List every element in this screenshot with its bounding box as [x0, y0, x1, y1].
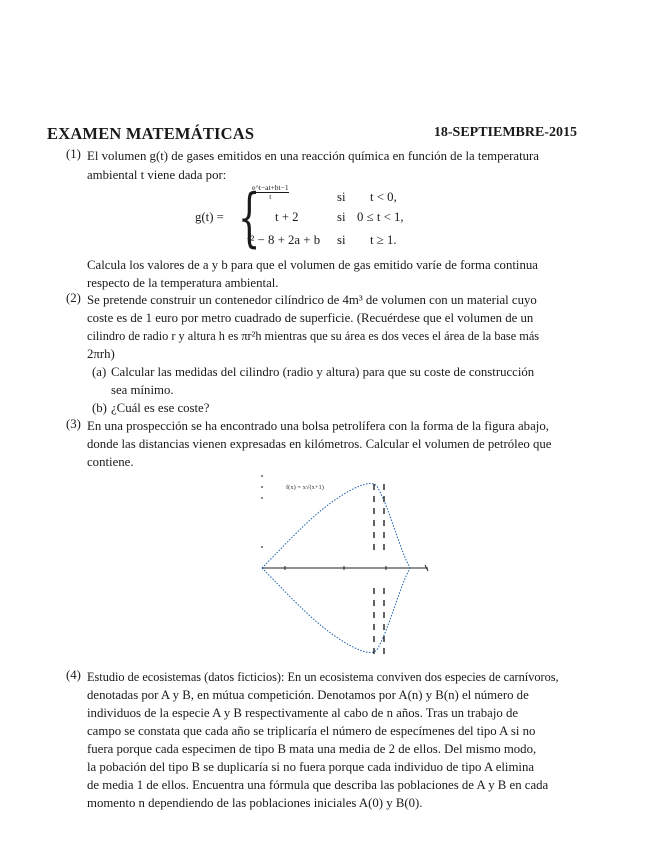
y-axis-dot-2	[261, 486, 263, 488]
q2a-line-2: sea mínimo.	[111, 383, 174, 397]
q4-line-3: individuos de la especie A y B respectivamente al cabo de n años. Tras un trabajo de	[87, 706, 519, 720]
q1-number: (1)	[66, 147, 81, 161]
piecewise-brace: {	[238, 181, 261, 255]
q4-number: (4)	[66, 668, 81, 682]
figure-function-label: f(x) = x√(x+1)	[286, 484, 324, 491]
q1-case2-cond: 0 ≤ t < 1,	[357, 210, 404, 224]
q1-line-2: ambiental t viene dada por:	[87, 168, 227, 182]
q2-number: (2)	[66, 291, 81, 305]
q2b-line-1: ¿Cuál es ese coste?	[111, 401, 210, 415]
q1-case2-expr: t + 2	[275, 210, 299, 224]
q2-line-1: Se pretende construir un contenedor cilíndrico de 4m³ de volumen con un material cuyo	[87, 293, 537, 307]
q3-line-3: contiene.	[87, 455, 134, 469]
curve-lower	[262, 568, 410, 653]
q4-line-8: momento n dependiendo de las poblaciones iniciales A(0) y B(0).	[87, 796, 423, 810]
q1-line-1: El volumen g(t) de gases emitidos en una reacción química en función de la temperatura	[87, 149, 539, 163]
q2-line-2: coste es de 1 euro por metro cuadrado de superficie. (Recuérdese que el volumen de un	[87, 311, 534, 325]
q3-number: (3)	[66, 417, 81, 431]
q2a-label: (a)	[92, 365, 107, 379]
q1-case1-si: si	[337, 190, 346, 204]
q2-line-3: cilindro de radio r y altura h es πr²h mientras que su área es dos veces el área de la base más	[87, 329, 540, 343]
q1-case3-si: si	[337, 233, 346, 247]
q1-case1-denominator: t	[252, 192, 289, 201]
q1-case1-numerator: e^t−at+bt−1	[252, 183, 289, 192]
exam-date: 18-SEPTIEMBRE-2015	[433, 125, 577, 140]
q4-line-6: la pobación del tipo B se duplicaría si no fuera porque cada individuo de tipo A elimina	[87, 760, 535, 774]
y-axis-dot-1	[261, 475, 263, 477]
q4-line-5: fuera porque cada especimen de tipo B mata una media de 2 de ellos. Del mismo modo,	[87, 742, 537, 756]
q3-line-1: En una prospección se ha encontrado una bolsa petrolífera con la forma de la figura abajo,	[87, 419, 549, 433]
q2-line-4: 2πrh)	[87, 347, 115, 361]
q1-case3-expr: t² − 8 + 2a + b	[247, 233, 321, 247]
q4-line-1: Estudio de ecosistemas (datos ficticios): En un ecosistema conviven dos especies de carnívoros,	[87, 670, 559, 684]
y-axis-dot-3	[261, 497, 263, 499]
q1-case1-cond: t < 0,	[370, 190, 397, 204]
q1-line-4: respecto de la temperatura ambiental.	[87, 276, 279, 290]
q4-line-2: denotadas por A y B, en mútua competición. Denotamos por A(n) y B(n) el número de	[87, 688, 529, 702]
q1-case3-cond: t ≥ 1.	[370, 233, 397, 247]
q4-line-7: de media 1 de ellos. Encuentra una fórmula que describa las poblaciones de A y B en cada	[87, 778, 549, 792]
q3-line-2: donde las distancias vienen expresadas en kilómetros. Calcular el volumen de petróleo que	[87, 437, 552, 451]
oil-pocket-figure	[250, 470, 440, 665]
q1-case2-si: si	[337, 210, 346, 224]
q1-lhs: g(t) =	[195, 210, 224, 224]
q2b-label: (b)	[92, 401, 107, 415]
y-axis-dot-4	[261, 546, 263, 548]
q2a-line-1: Calcular las medidas del cilindro (radio y altura) para que su coste de construcción	[111, 365, 535, 379]
q4-line-4: campo se constata que cada año se triplicaría el número de especímenes del tipo A si no	[87, 724, 536, 738]
exam-title: EXAMEN MATEMÁTICAS	[47, 124, 255, 143]
q1-case1-expr	[252, 184, 289, 201]
curve-upper	[262, 484, 410, 569]
q1-line-3: Calcula los valores de a y b para que el volumen de gas emitido varíe de forma continua	[87, 258, 538, 272]
